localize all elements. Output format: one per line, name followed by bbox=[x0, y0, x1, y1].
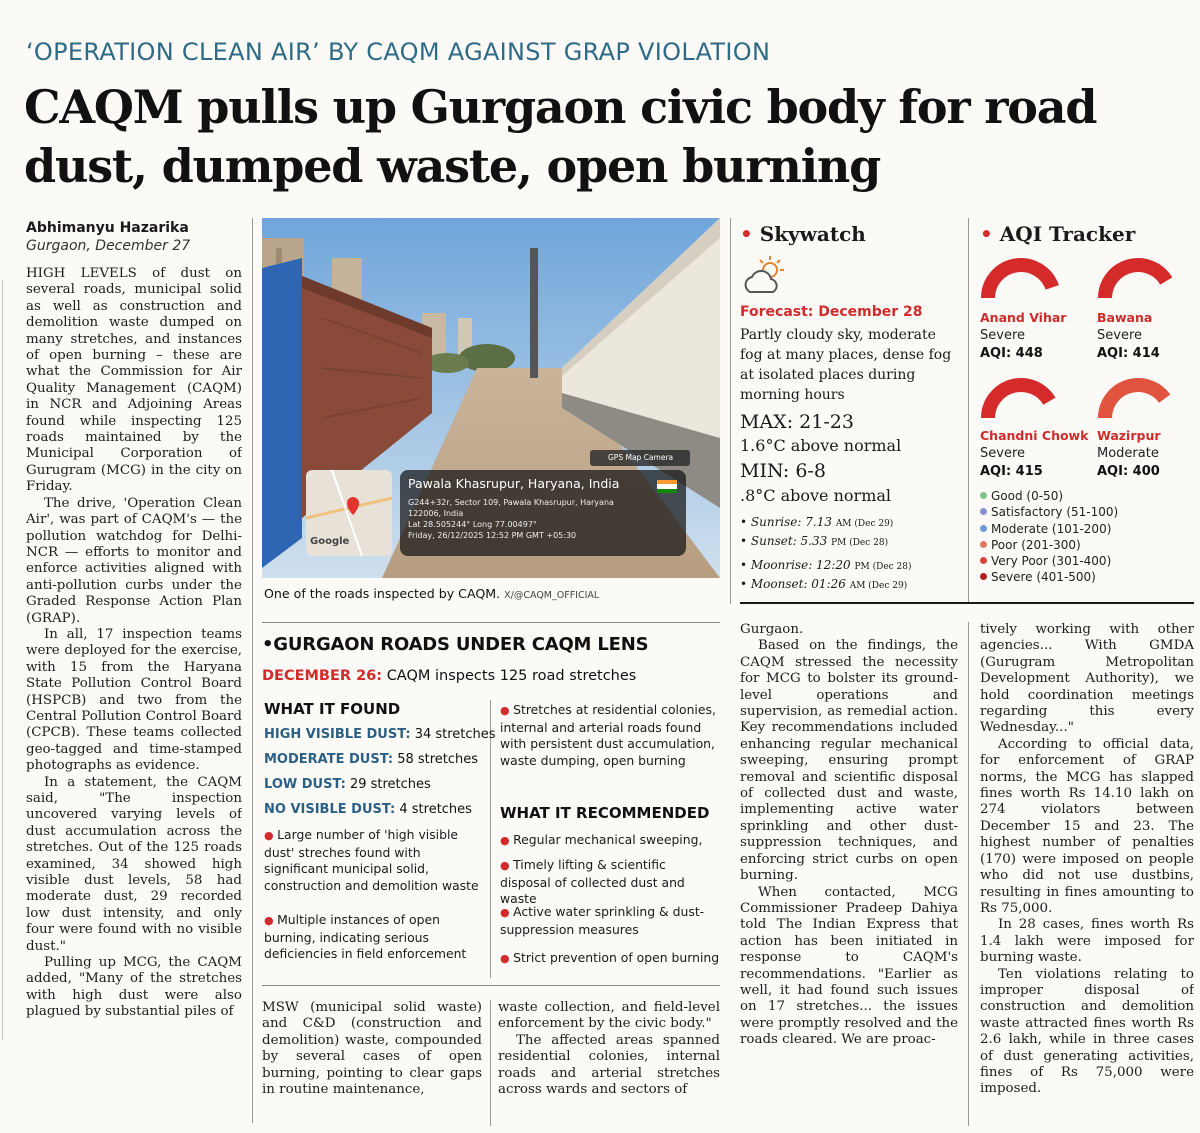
body-column bbox=[980, 622, 1194, 1122]
found-bullet: ● Multiple instances of open burning, indicating serious deficiencies in field enforcement bbox=[264, 912, 467, 961]
stat-moderate: MODERATE DUST: 58 stretches bbox=[264, 752, 479, 767]
moonrise: • Moonrise: 12:20 PM (Dec 28) bbox=[740, 558, 912, 572]
forecast-label: Forecast: December 28 bbox=[740, 304, 923, 320]
paragraph: In 28 cases, fines worth Rs 1.4 lakh were imposed for burning waste. bbox=[980, 917, 1194, 966]
station-aqi: AQI: 414 bbox=[1097, 346, 1160, 361]
legend-item: Severe (401-500) bbox=[980, 569, 1180, 585]
photo-location: Pawala Khasrupur, Haryana, India bbox=[408, 476, 620, 491]
column-rule bbox=[730, 218, 731, 604]
aqi-gauge bbox=[1097, 256, 1179, 300]
aqi-title: • AQI Tracker bbox=[980, 222, 1136, 246]
station-category: Moderate bbox=[1097, 446, 1159, 461]
max-note: 1.6°C above normal bbox=[740, 436, 902, 455]
legend-item: Satisfactory (51-100) bbox=[980, 504, 1180, 520]
photo-address-2: 122006, India bbox=[408, 509, 464, 518]
paragraph: waste collection, and field-level enforcement by the civic body." bbox=[498, 1000, 720, 1032]
recommended-bullet: ● Strict prevention of open burning bbox=[500, 950, 720, 965]
photo-coords: Lat 28.505244° Long 77.00497° bbox=[408, 520, 537, 529]
paragraph: In a statement, the CAQM said, "The inspection uncovered varying levels of dust accumulation across the stretches. Out of the 125 roads examined, 34 showed high visible dust levels, 58 had moderate dust, 29 recorded low dust intensity, and only four were found with no visible dust." bbox=[26, 774, 242, 954]
station-aqi: AQI: 400 bbox=[1097, 464, 1160, 479]
stat-none: NO VISIBLE DUST: 4 stretches bbox=[264, 802, 472, 817]
paragraph: Gurgaon. bbox=[740, 622, 804, 637]
paragraph: When contacted, MCG Commissioner Pradeep Dahiya told The Indian Express that action has been initiated in response to CAQM's recommendations. "Earlier as well, it had found such issues on 17 stretches... the issues were promptly resolved and the roads cleared. We are proac- bbox=[740, 884, 958, 1048]
station-name: Bawana bbox=[1097, 310, 1153, 325]
forecast-description: Partly cloudy sky, moderate fog at many places, dense fog at isolated places during morning hours bbox=[740, 327, 952, 403]
station-name: Anand Vihar bbox=[980, 310, 1067, 325]
legend-item: Moderate (101-200) bbox=[980, 521, 1180, 537]
station-category: Severe bbox=[1097, 328, 1142, 343]
caption-credit: X/@CAQM_OFFICIAL bbox=[504, 590, 600, 601]
paragraph: According to official data, for enforcement of GRAP norms, the MCG has slapped fines worth Rs 14.10 lakh on 274 violators between December 15 and 23. The highest number of penalties (170) were imposed on people who did not use dustbins, resulting in fines amounting to Rs 75,000. bbox=[980, 736, 1194, 916]
section-rule bbox=[262, 985, 720, 986]
recommended-bullet: ● Timely lifting & scientific disposal of collected dust and waste bbox=[500, 857, 685, 906]
recommended-bullet: ● Regular mechanical sweeping, bbox=[500, 832, 703, 847]
body-column bbox=[498, 1000, 720, 1126]
paragraph: The affected areas spanned residential colonies, internal roads and arterial stretches across wards and sectors of bbox=[498, 1032, 720, 1098]
legend-item: Poor (201-300) bbox=[980, 537, 1180, 553]
paragraph: tively working with other agencies... With GMDA (Gurugram Metropolitan Development Authority), we hold coordination meetings regarding this every Wednesday..." bbox=[980, 622, 1194, 736]
station-name: Chandni Chowk bbox=[980, 428, 1089, 443]
stat-low: LOW DUST: 29 stretches bbox=[264, 777, 431, 792]
sunset: • Sunset: 5.33 PM (Dec 28) bbox=[740, 534, 889, 548]
gps-camera-label: GPS Map Camera bbox=[608, 453, 674, 462]
paragraph: Based on the findings, the CAQM stressed the necessity for MCG to bolster its ground-level operations and supervision, as remedial action. Key recommendations included enhancing regular mechanical sweeping, ensuring prompt removal and scientific disposal of collected dust and waste, implementing active water sprinkling and other dust-suppression techniques, and enforcing strict curbs on open burning. bbox=[740, 638, 958, 884]
moonset: • Moonset: 01:26 AM (Dec 29) bbox=[740, 577, 908, 591]
sunrise: • Sunrise: 7.13 AM (Dec 29) bbox=[740, 515, 894, 529]
column-rule bbox=[968, 218, 969, 604]
recommended-heading: WHAT IT RECOMMENDED bbox=[500, 804, 710, 822]
caption-text: One of the roads inspected by CAQM. bbox=[264, 586, 501, 601]
recommended-bullet: ● Active water sprinkling & dust-suppression measures bbox=[500, 904, 705, 937]
min-temp: MIN: 6-8 bbox=[740, 460, 826, 482]
station-aqi: AQI: 415 bbox=[980, 464, 1043, 479]
dateline: Gurgaon, December 27 bbox=[26, 238, 191, 254]
paragraph: Pulling up MCG, the CAQM added, "Many of the stretches with high dust were also plagued by substantial piles of bbox=[26, 955, 242, 1020]
paragraph: HIGH LEVELS of dust on several roads, municipal solid as well as construction and demolition waste dumped on many stretches, and instances of open burning – these are what the Commission for Air Quality Management (CAQM) in NCR and Adjoining Areas found while inspecting 125 roads maintained by the Municipal Corporation of Gurugram (MCG) in the city on Friday. bbox=[26, 266, 242, 495]
legend-item: Good (0-50) bbox=[980, 488, 1180, 504]
headline: CAQM pulls up Gurgaon civic body for road dust, dumped waste, open burning bbox=[24, 80, 1097, 193]
photo-caption bbox=[264, 586, 724, 601]
station-category: Severe bbox=[980, 446, 1025, 461]
box-title: •GURGAON ROADS UNDER CAQM LENS bbox=[262, 634, 649, 655]
section-rule bbox=[740, 602, 1194, 604]
paragraph: MSW (municipal solid waste) and C&D (construction and demolition) waste, compounded by several cases of open burning, pointing to clear gaps in routine maintenance, bbox=[262, 1000, 482, 1098]
photo-address-1: G244+32r, Sector 109, Pawala Khasrupur, Haryana bbox=[408, 498, 614, 507]
station-category: Severe bbox=[980, 328, 1025, 343]
aqi-gauge bbox=[980, 376, 1062, 420]
road-photo bbox=[262, 218, 720, 578]
legend-item: Very Poor (301-400) bbox=[980, 553, 1180, 569]
station-aqi: AQI: 448 bbox=[980, 346, 1043, 361]
body-column bbox=[740, 622, 958, 1122]
kicker: ‘OPERATION CLEAN AIR’ BY CAQM AGAINST GRAP VIOLATION bbox=[26, 38, 771, 66]
paragraph: In all, 17 inspection teams were deployed for the exercise, with 15 from the Haryana State Pollution Control Board (HSPCB) and two from the Central Pollution Control Board (CPCB). These teams collected geo-tagged and time-stamped photographs as evidence. bbox=[26, 626, 242, 774]
column-rule bbox=[490, 1000, 491, 1126]
map-brand: Google bbox=[310, 536, 350, 547]
min-note: .8°C above normal bbox=[740, 486, 892, 505]
paragraph: The drive, 'Operation Clean Air', was part of CAQM's — the pollution watchdog for Delhi-NCR — efforts to monitor and enforce activities aligned with anti-pollution curbs under the Graded Response Action Plan (GRAP). bbox=[26, 495, 242, 626]
found-heading: WHAT IT FOUND bbox=[264, 700, 401, 718]
body-column bbox=[262, 1000, 482, 1126]
station-name: Wazirpur bbox=[1097, 428, 1161, 443]
box-subtitle: DECEMBER 26: CAQM inspects 125 road stretches bbox=[262, 668, 637, 684]
left-column bbox=[26, 266, 242, 1126]
found-bullet: ● Stretches at residential colonies, internal and arterial roads found with persistent dust accumulation, waste dumping, open burning bbox=[500, 702, 716, 768]
photo-timestamp: Friday, 26/12/2025 12:52 PM GMT +05:30 bbox=[408, 531, 577, 540]
skywatch-title: • Skywatch bbox=[740, 222, 866, 246]
aqi-gauge bbox=[980, 256, 1062, 300]
column-rule bbox=[968, 622, 969, 1126]
aqi-legend bbox=[980, 488, 1180, 586]
byline: Abhimanyu Hazarika bbox=[26, 220, 189, 236]
aqi-gauge bbox=[1097, 376, 1179, 420]
column-rule bbox=[252, 218, 253, 1123]
found-bullet: ● Large number of 'high visible dust' streches found with significant municipal solid, construction and demolition waste bbox=[264, 827, 479, 893]
section-rule bbox=[262, 622, 720, 623]
paragraph: Ten violations relating to improper disposal of construction and demolition waste attracted fines worth Rs 2.6 lakh, while in three cases of dust generating activities, fines of Rs 75,000 were imposed. bbox=[980, 966, 1194, 1097]
stat-high: HIGH VISIBLE DUST: 34 stretches bbox=[264, 727, 496, 742]
partly-cloudy-icon bbox=[742, 254, 788, 298]
max-temp: MAX: 21-23 bbox=[740, 411, 854, 433]
page-edge bbox=[2, 280, 12, 1040]
